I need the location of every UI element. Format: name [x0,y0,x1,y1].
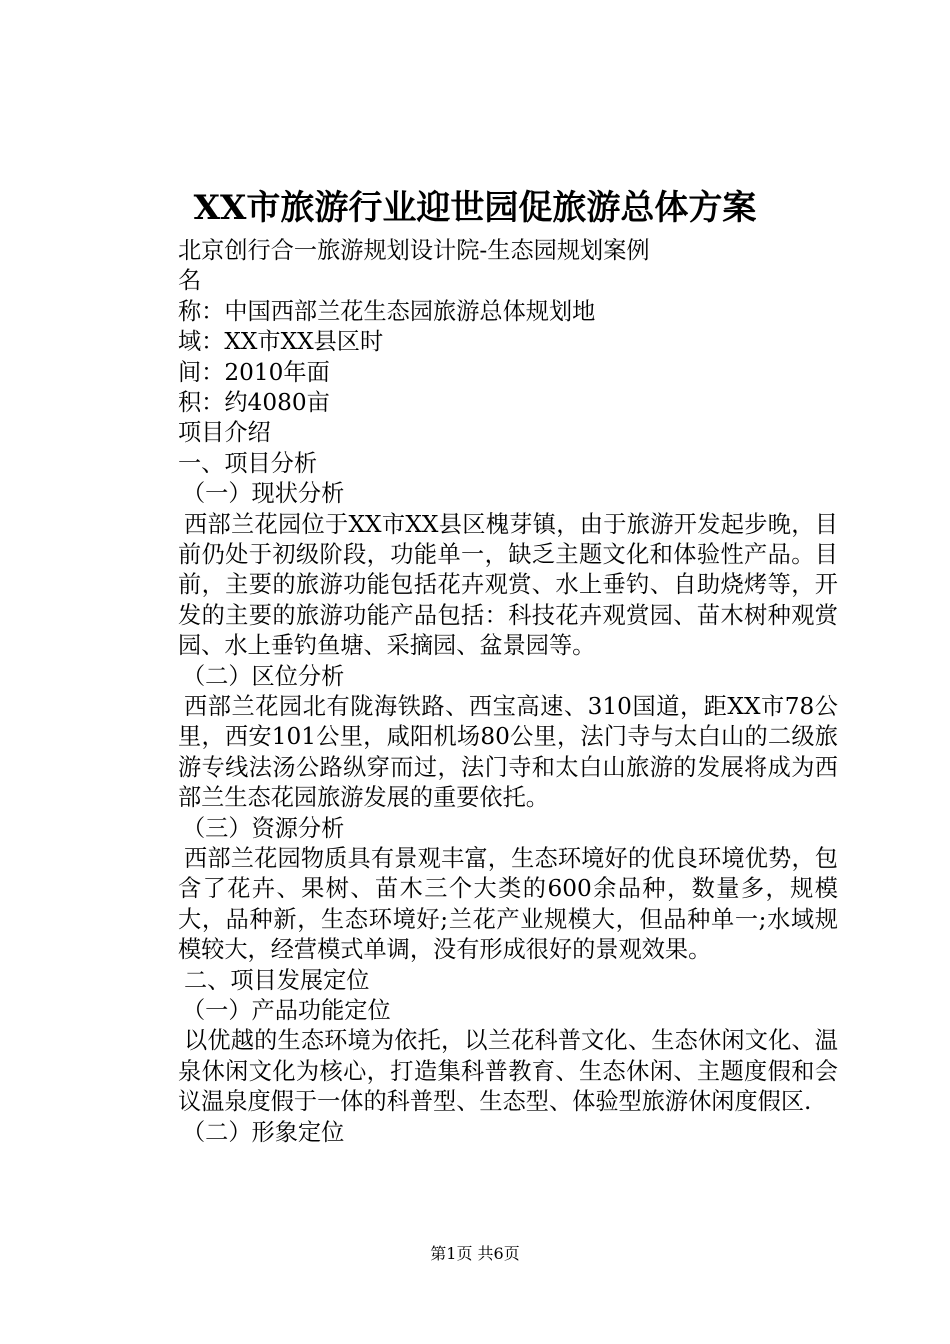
paragraph: 西部兰花园北有陇海铁路、西宝高速、310国道，距XX市78公里，西安101公里，咸阳机场80公里，法门寺与太白山的二级旅游专线法汤公路纵穿而过，法门寺和太白山旅游的发展将成为西部兰生态花园旅游发展的重要依托。 [178,692,838,812]
paragraph: 西部兰花园物质具有景观丰富，生态环境好的优良环境优势，包含了花卉、果树、苗木三个大类的600余品种，数量多，规模大，品种新，生态环境好;兰花产业规模大，但品种单一;水域规模较大，经营模式单调，没有形成很好的景观效果。 [178,844,838,964]
paragraph: 以优越的生态环境为依托，以兰花科普文化、生态休闲文化、温泉休闲文化为核心，打造集科普教育、生态休闲、主题度假和会议温泉度假于一体的科普型、生态型、体验型旅游休闲度假区. [178,1027,838,1116]
text-line: 域：XX市XX县区时 [178,328,384,356]
subsection-heading: （二）形象定位 [182,1118,345,1146]
subsection-heading: （一）现状分析 [182,480,345,508]
section-heading: 二、项目发展定位 [184,966,370,994]
subsection-heading: （一）产品功能定位 [182,996,391,1024]
text-line: 积：约4080亩 [178,388,330,416]
section-label: 项目介绍 [178,419,271,447]
subsection-heading: （二）区位分析 [182,662,345,690]
document-body [178,236,838,1148]
text-line: 称：中国西部兰花生态园旅游总体规划地 [178,297,596,325]
text-line: 间：2010年面 [178,358,330,386]
subsection-heading: （三）资源分析 [182,814,345,842]
text-line: 名 [178,267,202,295]
section-heading: 一、项目分析 [178,449,318,477]
document-title: XX市旅游行业迎世园促旅游总体方案 [193,188,757,228]
paragraph: 西部兰花园位于XX市XX县区槐芽镇，由于旅游开发起步晚，目前仍处于初级阶段，功能单一，缺乏主题文化和体验性产品。目前，主要的旅游功能包括花卉观赏、水上垂钓、自助烧烤等，开发的主要的旅游功能产品包括：科技花卉观赏园、苗木树种观赏园、水上垂钓鱼塘、采摘园、盆景园等。 [178,510,838,660]
text-line: 北京创行合一旅游规划设计院-生态园规划案例 [178,237,650,264]
page-number-footer: 第1页 共6页 [430,1244,520,1263]
